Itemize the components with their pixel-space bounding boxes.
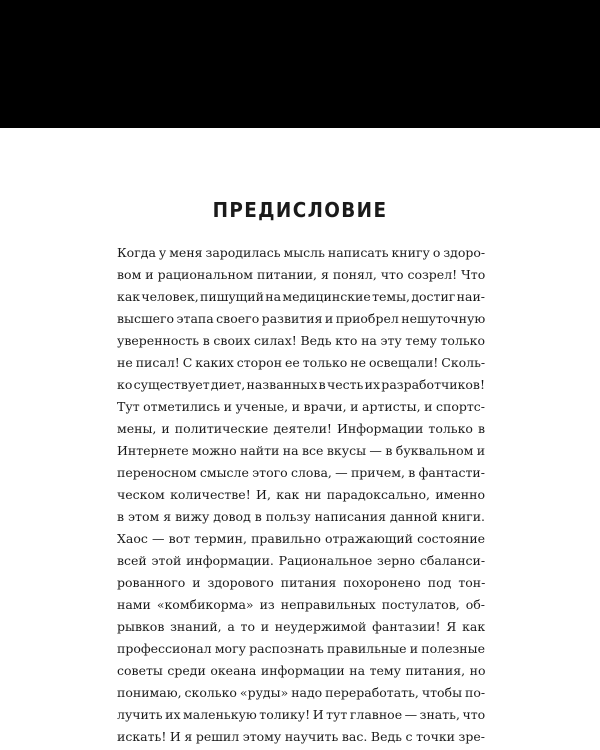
text-line: рывков знаний, а то и неудержимой фантазии! Я как: [117, 619, 486, 634]
text-line: Когда у меня зародилась мысль написать книгу о здоро-: [117, 245, 486, 260]
text-line: всей этой информации. Рациональное зерно сбаланси-: [117, 553, 486, 568]
text-line: не писал! С каких сторон ее только не освещали! Сколь-: [117, 355, 486, 370]
text-line: Хаос — вот термин, правильно отражающий состояние: [117, 531, 486, 546]
text-line: лучить их маленькую толику! И тут главное — знать, что: [117, 707, 486, 722]
chapter-heading: ПРЕДИСЛОВИЕ: [212, 198, 388, 222]
top-dark-band: [0, 0, 600, 128]
text-line: вом и рациональном питании, я понял, что созрел! Что: [117, 267, 486, 282]
text-line: как человек, пишущий на медицинские темы, достиг наи-: [117, 289, 485, 304]
text-line: уверенность в своих силах! Ведь кто на эту тему только: [117, 333, 485, 348]
text-line: профессионал могу распознать правильные и полезные: [117, 641, 485, 656]
text-line: рованного и здорового питания похоронено под тон-: [117, 575, 486, 590]
text-line: искать! И я решил этому научить вас. Ведь с точки зре-: [117, 729, 485, 744]
text-line: советы среди океана информации на тему питания, но: [117, 663, 486, 678]
text-line: понимаю, сколько «руды» надо переработать, чтобы по-: [117, 685, 486, 700]
text-line: мены, и политические деятели! Информации только в: [117, 421, 485, 436]
body-paragraph: [117, 242, 485, 748]
text-line: переносном смысле этого слова, — причем, в фантасти-: [117, 465, 485, 480]
text-line: ческом количестве! И, как ни парадоксально, именно: [117, 487, 485, 502]
text-line: в этом я вижу довод в пользу написания данной книги.: [117, 509, 485, 524]
text-line: нами «комбикорма» из неправильных постулатов, об-: [117, 597, 485, 612]
text-line: Интернете можно найти на все вкусы — в буквальном и: [117, 443, 486, 458]
text-line: Тут отметились и ученые, и врачи, и артисты, и спортс-: [117, 399, 485, 414]
text-line: высшего этапа своего развития и приобрел нешуточную: [117, 311, 486, 326]
text-line: ко существует диет, названных в честь их разработчиков!: [117, 377, 485, 392]
